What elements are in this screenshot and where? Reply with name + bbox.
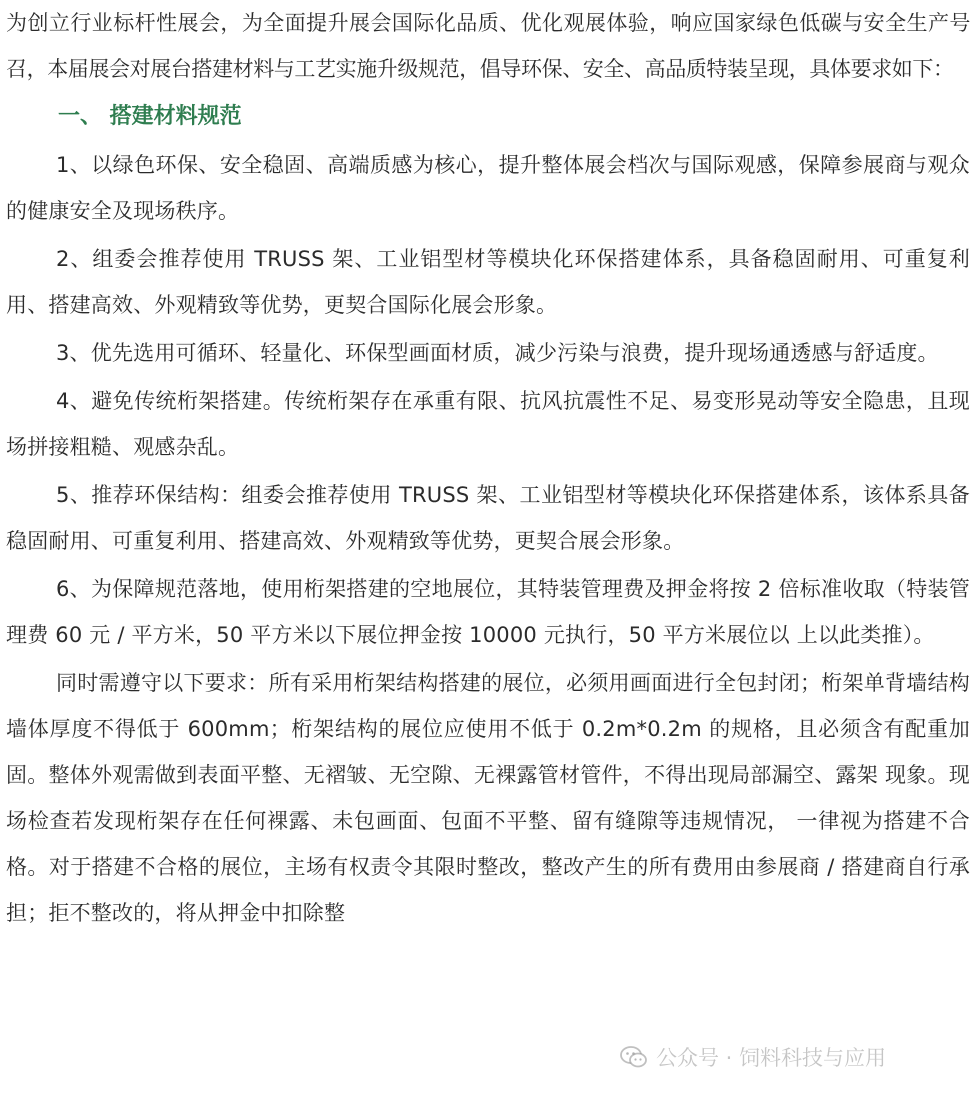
- section-heading: 一、 搭建材料规范: [58, 104, 242, 129]
- list-item: 2、组委会推荐使用 TRUSS 架、工业铝型材等模块化环保搭建体系，具备稳固耐用、可重复利用、搭建高效、外观精致等优势，更契合国际化展会形象。: [6, 247, 970, 317]
- wechat-icon: [620, 1045, 648, 1069]
- list-item: 4、避免传统桁架搭建。传统桁架存在承重有限、抗风抗震性不足、易变形晃动等安全隐患，且现场拼接粗糙、观感杂乱。: [6, 389, 970, 459]
- watermark: [620, 1042, 886, 1072]
- intro-paragraph: 为创立行业标杆性展会，为全面提升展会国际化品质、优化观展体验，响应国家绿色低碳与安全生产号召，本届展会对展台搭建材料与工艺实施升级规范，倡导环保、安全、高品质特装呈现，具体要求如下：: [6, 11, 970, 81]
- list-item: 5、推荐环保结构：组委会推荐使用 TRUSS 架、工业铝型材等模块化环保搭建体系，该体系具备稳固耐用、可重复利用、搭建高效、外观精致等优势，更契合展会形象。: [6, 483, 970, 553]
- list-item: 6、为保障规范落地，使用桁架搭建的空地展位，其特装管理费及押金将按 2 倍标准收取（特装管理费 60 元 / 平方米，50 平方米以下展位押金按 10000 元执行，50 平方米展位以 上以此类推）。: [6, 577, 970, 647]
- requirements-paragraph: 同时需遵守以下要求：所有采用桁架结构搭建的展位，必须用画面进行全包封闭；桁架单背墙结构墙体厚度不得低于 600mm；桁架结构的展位应使用不低于 0.2m*0.2m 的规格，且必须含有配重加固。整体外观需做到表面平整、无褶皱、无空隙、无裸露管材管件，不得出现局部漏空、露架 现象。现场检查若发现桁架存在任何裸露、未包画面、包面不平整、留有缝隙等违规情况， 一律视为搭建不合格。对于搭建不合格的展位，主场有权责令其限时整改，整改产生的所有费用由参展商 / 搭建商自行承担；拒不整改的，将从押金中扣除整: [6, 671, 970, 925]
- watermark-text: 公众号 · 饲料科技与应用: [656, 1046, 887, 1070]
- article-body: [6, 0, 970, 936]
- list-item: 1、以绿色环保、安全稳固、高端质感为核心，提升整体展会档次与国际观感，保障参展商与观众的健康安全及现场秩序。: [6, 153, 970, 223]
- list-item: 3、优先选用可循环、轻量化、环保型画面材质，减少污染与浪费，提升现场通透感与舒适度。: [56, 341, 939, 365]
